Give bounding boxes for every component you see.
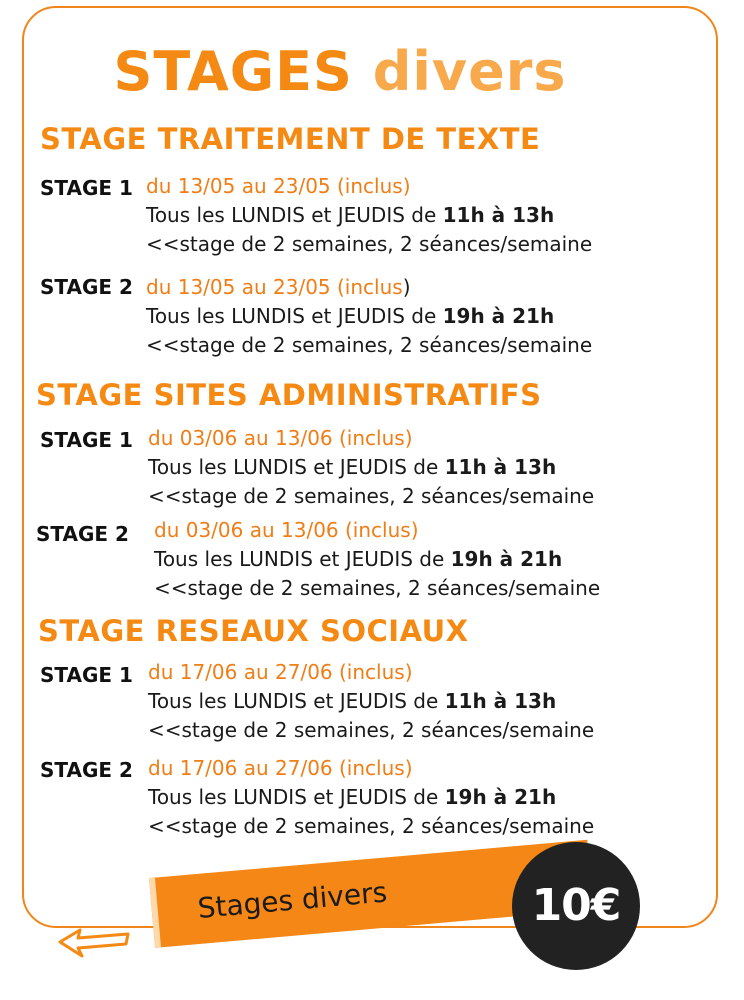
stage-note: <<stage de 2 semaines, 2 séances/semaine — [148, 814, 595, 838]
stage-note: <<stage de 2 semaines, 2 séances/semaine — [146, 333, 593, 357]
stage-days: Tous les LUNDIS et JEUDIS de 11h à 13h — [148, 689, 557, 713]
stage-days: Tous les LUNDIS et JEUDIS de 11h à 13h — [148, 455, 557, 479]
stage-date: du 13/05 au 23/05 (inclus) — [146, 174, 411, 198]
title-word-divers: divers — [372, 40, 567, 103]
stage-hours: 19h à 21h — [442, 304, 555, 328]
stage-date: du 03/06 au 13/06 (inclus) — [148, 426, 413, 450]
stage-hours: 11h à 13h — [444, 689, 557, 713]
stage-note: <<stage de 2 semaines, 2 séances/semaine — [148, 484, 595, 508]
stage-days: Tous les LUNDIS et JEUDIS de 19h à 21h — [146, 304, 555, 328]
stage-date: du 17/06 au 27/06 (inclus) — [148, 756, 413, 780]
price-label: 10€ — [531, 880, 621, 931]
title-word-stages: STAGES — [113, 40, 353, 103]
stage-hours: 11h à 13h — [442, 203, 555, 227]
stage-hours: 11h à 13h — [444, 455, 557, 479]
stage-label: STAGE 1 — [40, 663, 133, 687]
stage-label: STAGE 2 — [40, 275, 133, 299]
page-title — [0, 40, 680, 103]
stage-note: <<stage de 2 semaines, 2 séances/semaine — [148, 718, 595, 742]
stage-days: Tous les LUNDIS et JEUDIS de 19h à 21h — [148, 785, 557, 809]
banner-label: Stages divers — [196, 875, 389, 925]
stage-label: STAGE 1 — [40, 428, 133, 452]
cursor-arrow-icon — [56, 912, 136, 972]
stage-date: du 17/06 au 27/06 (inclus) — [148, 660, 413, 684]
stage-date-line — [146, 273, 592, 302]
stage-note: <<stage de 2 semaines, 2 séances/semaine — [146, 232, 593, 256]
stage-days: Tous les LUNDIS et JEUDIS de 11h à 13h — [146, 203, 555, 227]
section-heading-sites-administratifs: STAGE SITES ADMINISTRATIFS — [36, 378, 542, 412]
stage-date: du 03/06 au 13/06 (inclus) — [154, 518, 419, 542]
stage-date-tail: ) — [402, 275, 411, 299]
stage-label: STAGE 2 — [40, 758, 133, 782]
section-heading-reseaux-sociaux: STAGE RESEAUX SOCIAUX — [38, 614, 469, 648]
stage-date: du 13/05 au 23/05 (inclus — [146, 275, 403, 299]
stage-hours: 19h à 21h — [450, 547, 563, 571]
section-heading-traitement-texte: STAGE TRAITEMENT DE TEXTE — [40, 122, 541, 156]
stage-hours: 19h à 21h — [444, 785, 557, 809]
stage-label: STAGE 1 — [40, 176, 133, 200]
price-badge — [512, 842, 640, 970]
stage-label: STAGE 2 — [36, 522, 129, 546]
stage-note: <<stage de 2 semaines, 2 séances/semaine — [154, 576, 601, 600]
stage-days: Tous les LUNDIS et JEUDIS de 19h à 21h — [154, 547, 563, 571]
